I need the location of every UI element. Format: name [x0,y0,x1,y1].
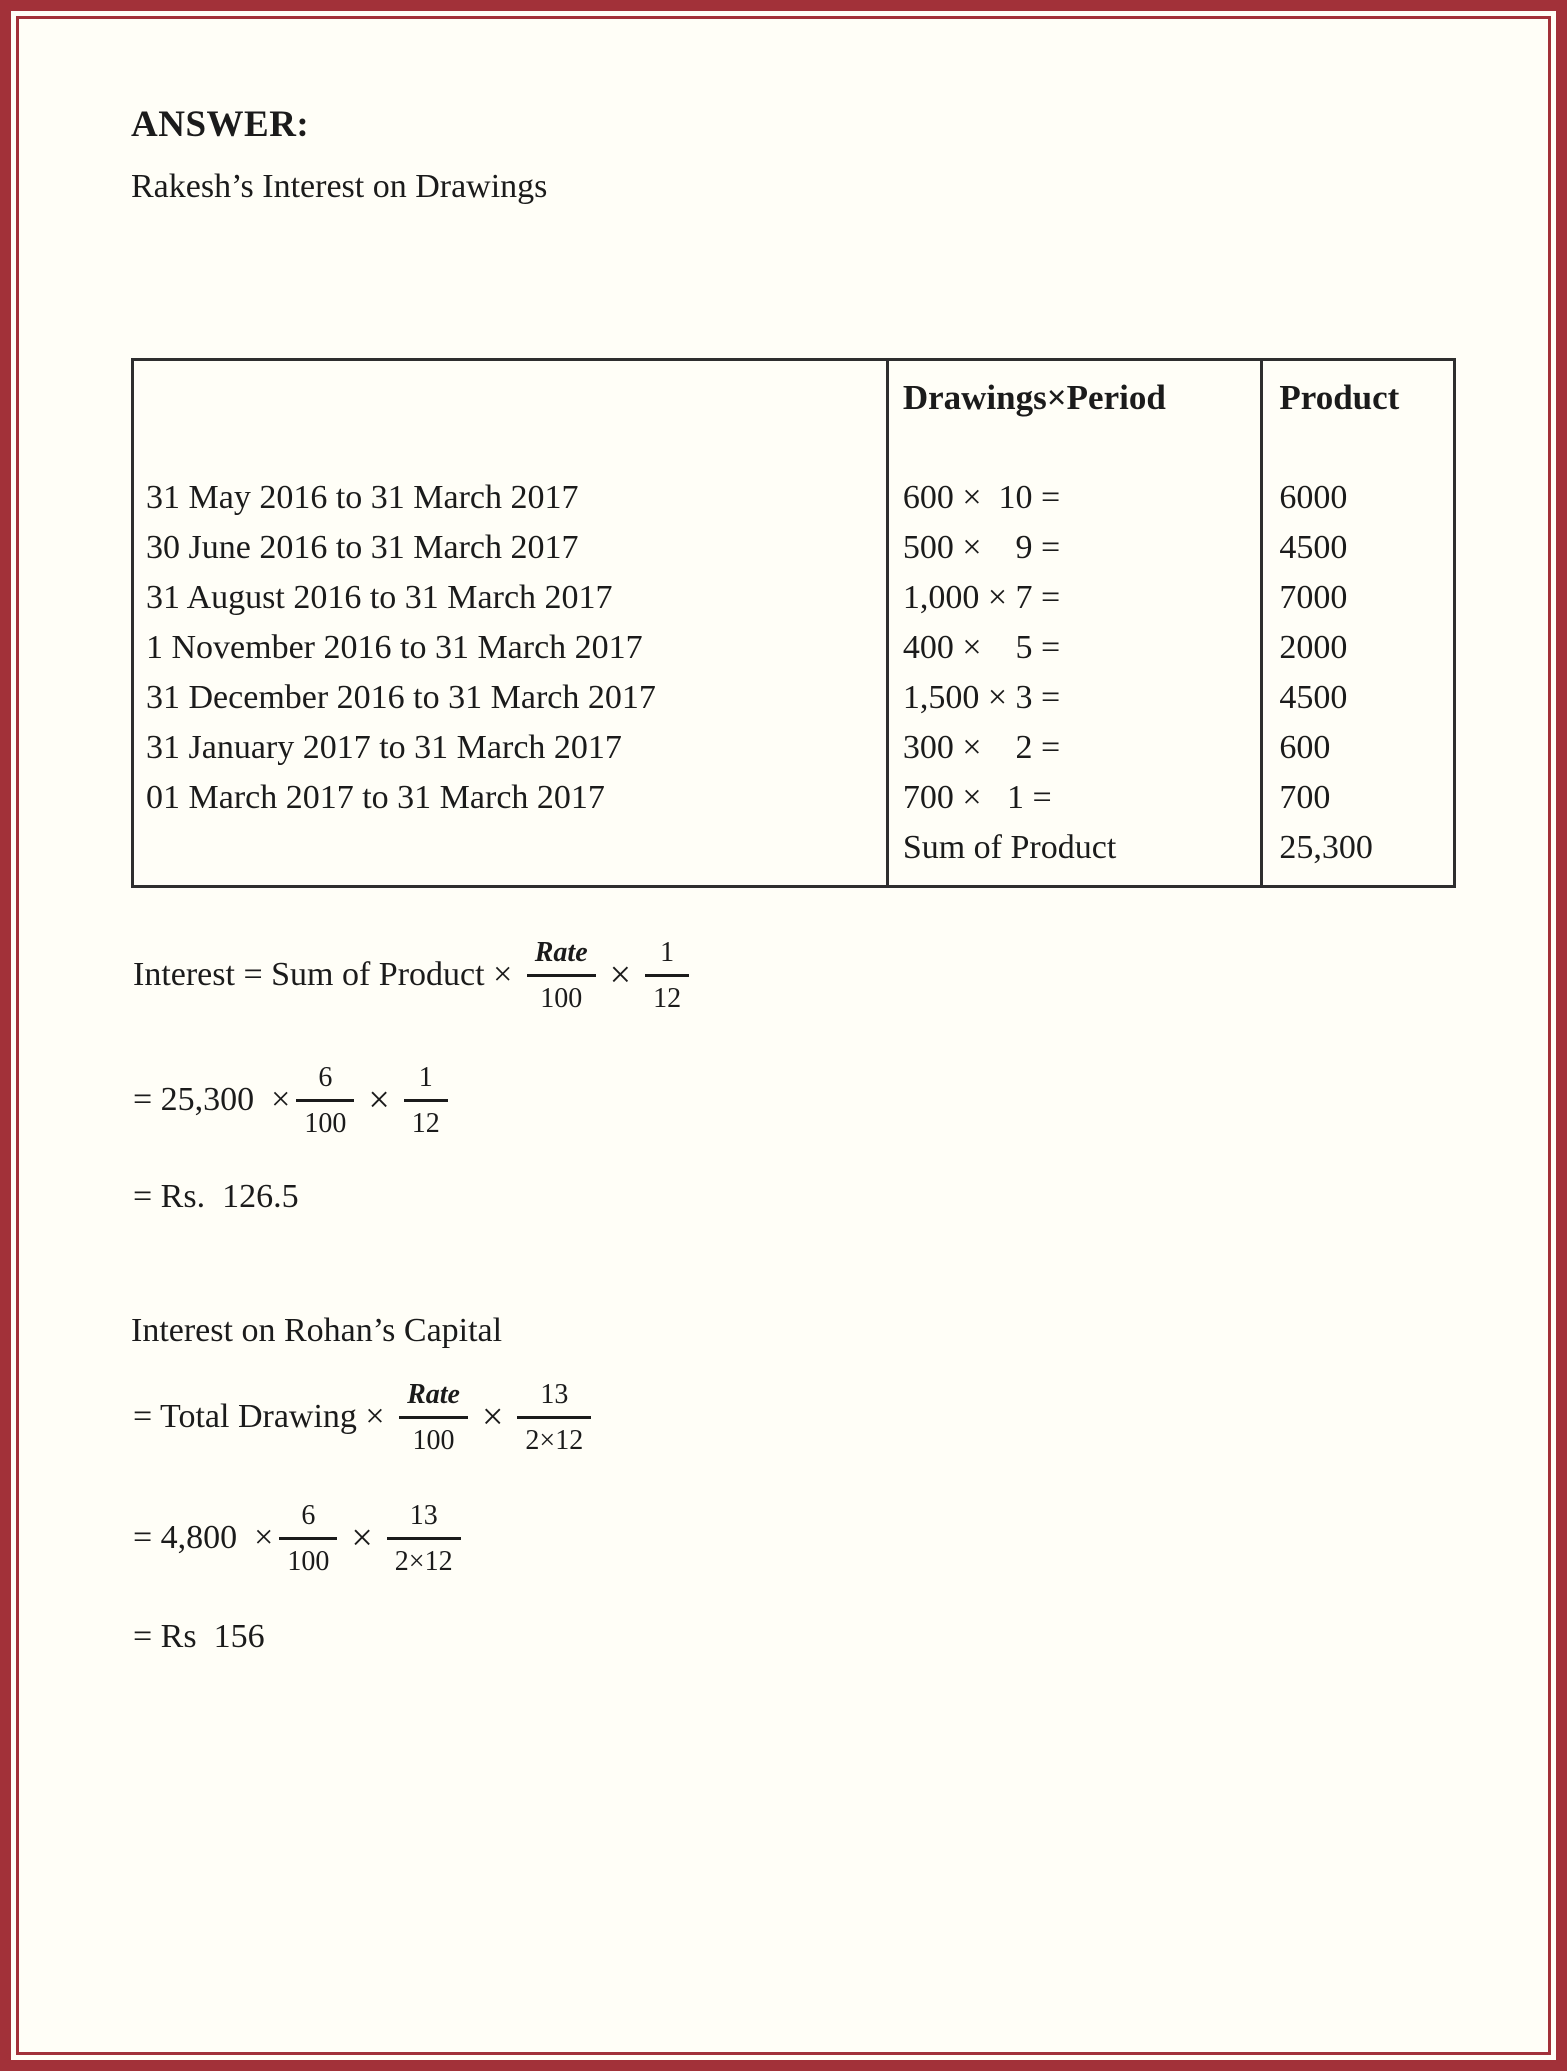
fraction-numerator: 1 [645,934,689,977]
fraction-1-12 [645,934,689,1015]
product-cell: 700 [1279,779,1331,816]
sum-label-cell: Sum of Product [902,829,1117,866]
interest-result: = Rs. 126.5 [133,1178,299,1216]
fraction-numerator: 6 [296,1059,354,1102]
drawings-table [131,358,1456,888]
fraction-denominator: 100 [540,983,583,1015]
table-column-calc [886,361,1261,885]
formula-lead: = Total Drawing × [133,1397,394,1435]
fraction-numerator: 6 [279,1497,337,1540]
fraction-denominator: 100 [304,1108,347,1140]
calc-cell: 600 × 10 = [902,479,1061,516]
interest-formula [133,934,1508,1015]
period-cell: 31 May 2016 to 31 March 2017 [146,479,579,516]
capital-formula [133,1376,1508,1457]
product-cell: 6000 [1279,479,1348,516]
formula-lead: = 25,300 × [133,1080,291,1118]
spacer [146,423,880,473]
period-cell: 1 November 2016 to 31 March 2017 [146,629,643,666]
fraction-1-12 [404,1059,448,1140]
capital-result: = Rs 156 [133,1618,265,1656]
column-header-drawings-period: Drawings×Period [902,378,1166,417]
fraction-6-100 [296,1059,354,1140]
product-cell: 4500 [1279,679,1348,716]
product-cell: 600 [1279,729,1331,766]
interest-substitution [133,1059,1508,1140]
fraction-denominator: 12 [411,1108,440,1140]
fraction-rate-100 [399,1376,468,1457]
calc-cell: 300 × 2 = [902,729,1061,766]
times-sign: × [351,1516,373,1559]
capital-substitution [133,1497,1508,1578]
period-cell: 30 June 2016 to 31 March 2017 [146,529,579,566]
fraction-numerator: 1 [404,1059,448,1102]
calc-cell: 1,500 × 3 = [902,679,1061,716]
page-content [19,19,1548,1656]
product-cell: 2000 [1279,629,1348,666]
fraction-denominator: 2×12 [525,1425,584,1457]
fraction-numerator: 13 [517,1376,591,1419]
fraction-denominator: 100 [412,1425,455,1457]
fraction-numerator: 13 [387,1497,461,1540]
calc-cell: 500 × 9 = [902,529,1061,566]
product-cell: 7000 [1279,579,1348,616]
table-column-product [1260,361,1453,885]
calc-cell: 400 × 5 = [902,629,1061,666]
page-border [16,16,1551,2055]
spacer [1279,423,1447,473]
drawings-section-title: Rakesh’s Interest on Drawings [131,168,548,205]
calc-cell: 700 × 1 = [902,779,1052,816]
column-header-product: Product [1279,378,1400,417]
page-frame [11,11,1556,2060]
times-sign: × [481,1395,504,1438]
spacer [903,423,1255,473]
period-cell: 01 March 2017 to 31 March 2017 [146,779,605,816]
fraction-denominator: 12 [653,983,682,1015]
period-cell: 31 August 2016 to 31 March 2017 [146,579,613,616]
fraction-denominator: 100 [287,1546,330,1578]
capital-section-title: Interest on Rohan’s Capital [131,1312,503,1350]
sum-value-cell: 25,300 [1279,829,1373,866]
times-sign: × [368,1078,390,1121]
spacer [146,373,880,423]
times-sign: × [609,953,632,996]
fraction-6-100 [279,1497,337,1578]
period-cell: 31 December 2016 to 31 March 2017 [146,679,656,716]
fraction-numerator: Rate [527,934,596,977]
fraction-rate-100 [527,934,596,1015]
table-column-period [134,361,886,885]
product-cell: 4500 [1279,529,1348,566]
fraction-13-2x12 [517,1376,591,1457]
formula-lead: Interest = Sum of Product × [133,955,521,993]
fraction-13-2x12 [387,1497,461,1578]
period-cell: 31 January 2017 to 31 March 2017 [146,729,622,766]
calc-cell: 1,000 × 7 = [902,579,1061,616]
answer-heading: ANSWER: [131,104,310,145]
fraction-denominator: 2×12 [394,1546,453,1578]
formula-lead: = 4,800 × [133,1518,274,1556]
fraction-numerator: Rate [399,1376,468,1419]
